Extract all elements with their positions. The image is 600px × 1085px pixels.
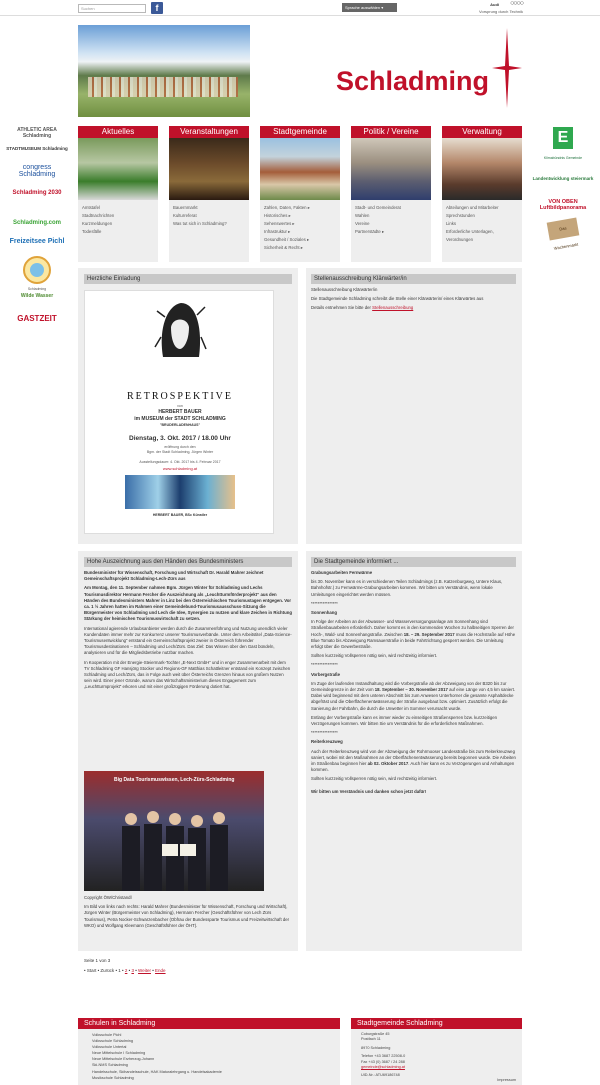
nav-link[interactable]: Links xyxy=(446,221,457,226)
sponsor-klimabuendnis[interactable]: Klimabündnis Gemeinde xyxy=(543,156,583,160)
nav-link[interactable]: Stadtnachrichten xyxy=(82,213,115,218)
job-link[interactable]: Stellenausschreibung xyxy=(372,305,414,311)
nav-link[interactable]: Abteilungen und Mitarbeiter xyxy=(446,205,499,210)
hero-image xyxy=(78,25,250,117)
nav-link[interactable]: Vereine xyxy=(355,221,370,226)
nav-link[interactable]: Sicherheit & Recht ▸ xyxy=(264,245,303,250)
nav-aktuelles[interactable] xyxy=(78,126,158,262)
school-link[interactable]: Volksschule Pichl xyxy=(92,1033,122,1037)
poster-portrait-icon xyxy=(153,297,208,367)
nav-link[interactable]: Partnerstädte ▸ xyxy=(355,229,385,234)
poster-date: Dienstag, 3. Okt. 2017 / 18.00 Uhr xyxy=(129,435,231,442)
poster-place: im MUSEUM der STADT SCHLADMING xyxy=(134,416,226,422)
nav-link[interactable]: Sprechstunden xyxy=(446,213,475,218)
nav-photo xyxy=(260,138,340,200)
page-1[interactable]: 1 xyxy=(118,968,121,973)
award-photo xyxy=(84,771,264,891)
info-text: Grabungsarbeiten Fernwärme bis 30. November kann es in verschiedenen Teilen Schladmings (z.B. Katzenburgweg, Untere Klaus, Bahnhofstr.) zu Fernwärme-Grabungsarbeiten kommen. Wir bitten um Verständnis, wenn lokale Umleitungen eingerichtet werden müssen. **************** Sonnenhang In Folge der Arbeiten an der Abwasser- und Wasserversorgungsanlage am Sonnenhang sind Straßenbauarbeiten erforderlich. Daher kommt es in den kommenden Wochen zu halbseitigen Sperren der Hoch-, Wald- und Sonnenhangstraße. Zwischen 18. – 29. September 2017 muss die Hochstraße auf Höhe Blue Tomato bis Abzweigung Ramsauerstraße in beide Fahrtrichtung gesperrt werden. Die Umleitung erfolgt über die Gewerbestraße. Sollten kurzzeitig Vollsperren nötig sein, wird rechtzeitig informiert. **************** Vorbergstraße Im Zuge der laufenden Instandhaltung wird die Vorbergstraße ab der Abzweigung von der B320 bis zur Gemeindegrenze in der Zeit vom 18. September – 30. November 2017 auf eine Länge von 4,5 km saniert. Dabei wird beginnend mit dem unteren Abschnitt bis zum Anwesen Unterhorner die gesamte Asphaltdecke abgefräst und die Oberflächenentwässerung der Straße ausgebaut bzw. optimiert. Zusätzlich erfolgt die Sanierung der Fahrbahn, die durch die Unwetter im Sommer verursacht wurde. Entlang der Vorbergstraße kann es immer wieder zu einseitigen Straßensperren bzw. kurzzeitigen Verzögerungen kommen. Wir bitten Sie um Verständnis für die erforderlichen Maßnahmen. **************** Reiterkreuzweg Auch der Reiterkreuzweg wird von der Abzweigung der Rohrmooser Landesstraße bis zum Reiterkreuzweg saniert, wobei mit den Maßnahmen an der Oberflächenentwässerung bereits begonnen wurde. Die Arbeiten im Straßenbau beginnen hier ab 02. Oktober 2017. Auch hier kann es zu Verzögerungen und Anhaltungen kommen. Sollten kurzzeitig Vollsperren nötig sein, wird rechtzeitig informiert. Wir bitten um Verständnis und danken schon jetzt dafür! xyxy=(311,570,516,794)
school-link[interactable]: Volksschule Untertal xyxy=(92,1045,127,1050)
impressum-link[interactable]: Impressum xyxy=(497,1078,516,1082)
site-logo[interactable]: Schladming xyxy=(336,66,490,96)
job-text: Stellenausschreibung Klärwärter/in Die Stadtgemeinde Schladming schreibt die Stelle einer Klärwärterin/ eines Klärwärtes aus Details entnehmen Sie bitte der Stellenausschreibung xyxy=(311,287,484,311)
nav-title[interactable]: Verwaltung xyxy=(442,126,522,138)
award-banner: Big Data Tourismuswissen, Lech-Zürs-Schladming xyxy=(114,777,235,783)
sponsor-von-oben[interactable]: VON OBEN Luftbildpanorama xyxy=(539,199,587,211)
nav-photo xyxy=(442,138,522,200)
audi-rings-icon: ○○○○ xyxy=(510,0,523,7)
address-title: Stadtgemeinde Schladming xyxy=(351,1018,522,1029)
poster-contact: HERBERT BAUER, BSc Künstler xyxy=(152,513,208,517)
award-text: Bundesminister für Wissenschaft, Forschung und Wirtschaft Dr. Harald Mahrer zeichnet Gemeinschaftsprojekt Schladming-Lech-Zürs aus Am Montag, den 11. September nahmen Bgm. Jürgen Winter für Schladming und Lechs Tourismusdirektor Hermann Fercher die Auszeichnung als „Leuchtturmförderprojekt“ aus den Händen des Bundesministers Mahrer in Linz bei den Österreichischen Tourismustagen entgegen. Vor ca. 1 ½ Jahren hatten im Rahmen einer Gemeindebund-Tourismusausschuss-Sitzung die Bürgermeister von Schladming und Lech die Idee, Synergien zu nutzen und klare Zeichen in Richtung Stärkung der heimischen Tourismuswirtschaft zu setzen. International agierende Urlaubsanbieter werden durch die Zusammenführung und Nutzung unendlich vieler Kundendaten immer mehr zur Konkurrenz unserer Tourismusverbände. Unter dem Arbeitstitel „Data-Science-Tourismusentwicklung“ entstand ein Gemeinschaftsprojekt zweier in Österreich führender Tourismusdestinationen – Schladming und Lech/Zürs. Das Ziel: Das Wissen über den Gast bündeln, analysieren und für die Mitgliedsbetriebe nutzbar machen. In Kooperation mit der Energie-Steiermark-Tochter „E-Next GmbH“ und in enger Zusammenarbeit mit dem TV Schladming GF Hansjörg Stocker und Regions-GF Matthias Schattleitner entstand ein Konzept zwischen Schladming und Lech/Zürs, das in Folge auch weit über Österreichs Grenzen hinaus von großem Nutzen sein wird. Einer jener Gründe, warum das Wirtschaftsministerium dieses Engagement zum „Leuchtturmprojekt“ erkoren und mit einer großzügigen Förderung dotiert hat. xyxy=(84,570,292,690)
nav-link[interactable]: Was tut sich in Schladming? xyxy=(173,221,227,226)
nav-link[interactable]: Gesundheit / Soziales ▸ xyxy=(264,237,310,242)
nav-photo xyxy=(351,138,431,200)
poster-artworks xyxy=(125,475,235,509)
award-people-icon xyxy=(114,806,234,891)
school-link[interactable]: Handelsschule, Skihandelsschule, HAK Maturalehrgang u. Handelsakademie xyxy=(92,1069,222,1074)
nav-title[interactable]: Veranstaltungen xyxy=(169,126,249,138)
invite-title: Herzliche Einladung xyxy=(84,274,292,284)
school-link[interactable]: Ski-NMS Schladming xyxy=(92,1063,128,1068)
nav-stadtgemeinde[interactable] xyxy=(260,126,340,262)
page-end[interactable]: Ende xyxy=(155,968,166,973)
schools-title: Schulen in Schladming xyxy=(78,1018,340,1029)
pagination: • Start • Zurück • 1 • 2 • 3 • Weiter • Ende xyxy=(84,968,166,973)
sponsor-badge[interactable] xyxy=(6,255,68,291)
poster-duration: Ausstellungsdauer: 4. Okt. 2017 bis 4. Februar 2017 xyxy=(139,460,221,464)
school-link[interactable]: Neue Mittelschule I Schladming xyxy=(92,1051,146,1056)
search-input[interactable]: Suchen xyxy=(78,4,146,13)
nav-link[interactable]: Historisches ▸ xyxy=(264,213,291,218)
logo-star-icon xyxy=(492,28,522,108)
school-link[interactable]: Musikschule Schladming xyxy=(92,1075,134,1080)
poster-web: www.schladming.at xyxy=(162,466,198,471)
nav-politik-vereine[interactable] xyxy=(351,126,431,262)
page-start[interactable]: Start xyxy=(86,968,97,973)
award-caption: Copyright ÖW/Christandl Im Bild von links nach rechts: Harald Mahrer (Bundesminister für Wissenschaft, Forschung und Wirtschaft), Jürgen Winter (Bürgermeister von Schladming), Hermann Fercher (Geschäftsführer von Lech Zürs Tourismus), Petra Nocker-Schwarzenbacher (Obfrau der Bundessparte Tourismus und Freizeitwirtschaft der WKO) und Wolfgang Kleemann (Geschäftsführer der ÖHT). xyxy=(84,895,290,928)
page-back[interactable]: Zurück xyxy=(100,968,115,973)
nav-verwaltung[interactable] xyxy=(442,126,522,262)
nav-link[interactable]: Verordnungen xyxy=(446,237,473,242)
school-link[interactable]: Neue Mittelschule Erzherzog-Johann xyxy=(92,1057,155,1062)
sponsor-stadtmuseum[interactable]: STADTMUSEUM Schladming xyxy=(6,146,68,151)
nav-link[interactable]: Amtstafel xyxy=(82,205,100,210)
page-next[interactable]: Weiter xyxy=(138,968,151,973)
poster-opening-by: Bgm. der Stadt Schladming, Jürgen Winter xyxy=(146,450,214,454)
nav-link[interactable]: Todesfälle xyxy=(82,229,102,234)
sponsor-schladming-2030[interactable]: Schladming 2030 xyxy=(12,190,62,196)
nav-link[interactable]: Infrastruktur ▸ xyxy=(264,229,291,234)
sponsor-wilde-wasser[interactable]: Wilde Wasser xyxy=(20,293,54,299)
nav-title[interactable]: Stadtgemeinde xyxy=(260,126,340,138)
poster-artist: HERBERT BAUER xyxy=(158,409,202,415)
sponsor-athletic-area[interactable]: ATHLETIC AREA Schladming xyxy=(17,127,57,139)
nav-link[interactable]: Sehenswertes ▸ xyxy=(264,221,295,226)
sponsor-freizeitsee-pichl[interactable]: Freizeitsee Pichl xyxy=(9,238,65,245)
nav-link[interactable]: Wahlen xyxy=(355,213,370,218)
address-box xyxy=(351,1018,522,1085)
nav-link[interactable]: Kulturreferat xyxy=(173,213,197,218)
email-link[interactable]: gemeinde@schladming.at xyxy=(361,1065,405,1070)
job-title: Stellenausschreibung Klärwärter/in xyxy=(311,274,516,284)
sponsor-schladming-com[interactable]: Schladming.com xyxy=(12,220,61,226)
nav-title[interactable]: Politik / Vereine xyxy=(351,126,431,138)
nav-link[interactable]: Bauernmarkt xyxy=(173,205,198,210)
facebook-icon[interactable]: f xyxy=(151,2,163,14)
poster-sub: "BRUDERLADENHAUS" xyxy=(159,423,201,427)
audi-slogan: Vorsprung durch Technik xyxy=(479,9,523,14)
award-title: Hohe Auszeichnung aus den Händen des Bundesministers xyxy=(84,557,292,567)
badge-icon xyxy=(22,255,52,285)
schools-box xyxy=(78,1018,340,1085)
info-title: Die Stadtgemeinde informiert ... xyxy=(311,557,516,567)
page-2[interactable]: 2 xyxy=(124,968,128,973)
audi-brand: Audi xyxy=(490,2,499,7)
nav-link[interactable]: Zahlen, Daten, Fakten ▸ xyxy=(264,205,310,210)
nav-link[interactable]: Erforderliche Unterlagen, xyxy=(446,229,494,234)
school-link[interactable]: Volksschule Schladming xyxy=(92,1039,133,1044)
sponsor-gastzeit[interactable]: GASTZEIT xyxy=(17,314,57,323)
nav-title[interactable]: Aktuelles xyxy=(78,126,158,138)
sponsor-energie-steiermark[interactable] xyxy=(532,127,594,149)
sponsor-wochenmarkt[interactable] xyxy=(532,220,594,251)
poster-heading: RETROSPEKTIVE xyxy=(127,391,233,402)
nav-photo xyxy=(78,138,158,200)
nav-link[interactable]: Stadt- und Gemeinderat xyxy=(355,205,401,210)
top-bar xyxy=(0,0,600,16)
e-logo-icon: E xyxy=(553,127,573,149)
poster-von: von xyxy=(177,404,183,408)
address-details: Coburgstraße 45 Postfach 11 8970 Schladming Telefon +43 3687 22508-0 Fax +43 (0) 3687 / 24 288 gemeinde@schladming.at UID-Nr.: ATU69186748 xyxy=(351,1029,522,1079)
page-3[interactable]: 3 xyxy=(131,968,134,973)
nav-photo xyxy=(169,138,249,200)
pagination-summary: Seite 1 von 3 xyxy=(84,958,111,963)
language-select[interactable]: Sprache auswählen ▾ xyxy=(342,3,397,12)
audi-sponsor[interactable] xyxy=(468,2,523,14)
invite-poster[interactable] xyxy=(84,290,274,534)
wochenmarkt-tag: Das Wochenmarkt xyxy=(547,218,580,241)
language-label: Sprache auswählen xyxy=(345,5,381,10)
nav-link[interactable]: Kurzmeldungen xyxy=(82,221,113,226)
sponsor-congress[interactable]: congress Schladming xyxy=(18,164,56,178)
nav-veranstaltungen[interactable] xyxy=(169,126,249,262)
badge-label: Schladming xyxy=(27,287,47,291)
poster-opening: eröffnung durch den xyxy=(164,445,196,449)
sponsor-landentwicklung[interactable]: Landentwicklung steiermark xyxy=(532,176,594,181)
